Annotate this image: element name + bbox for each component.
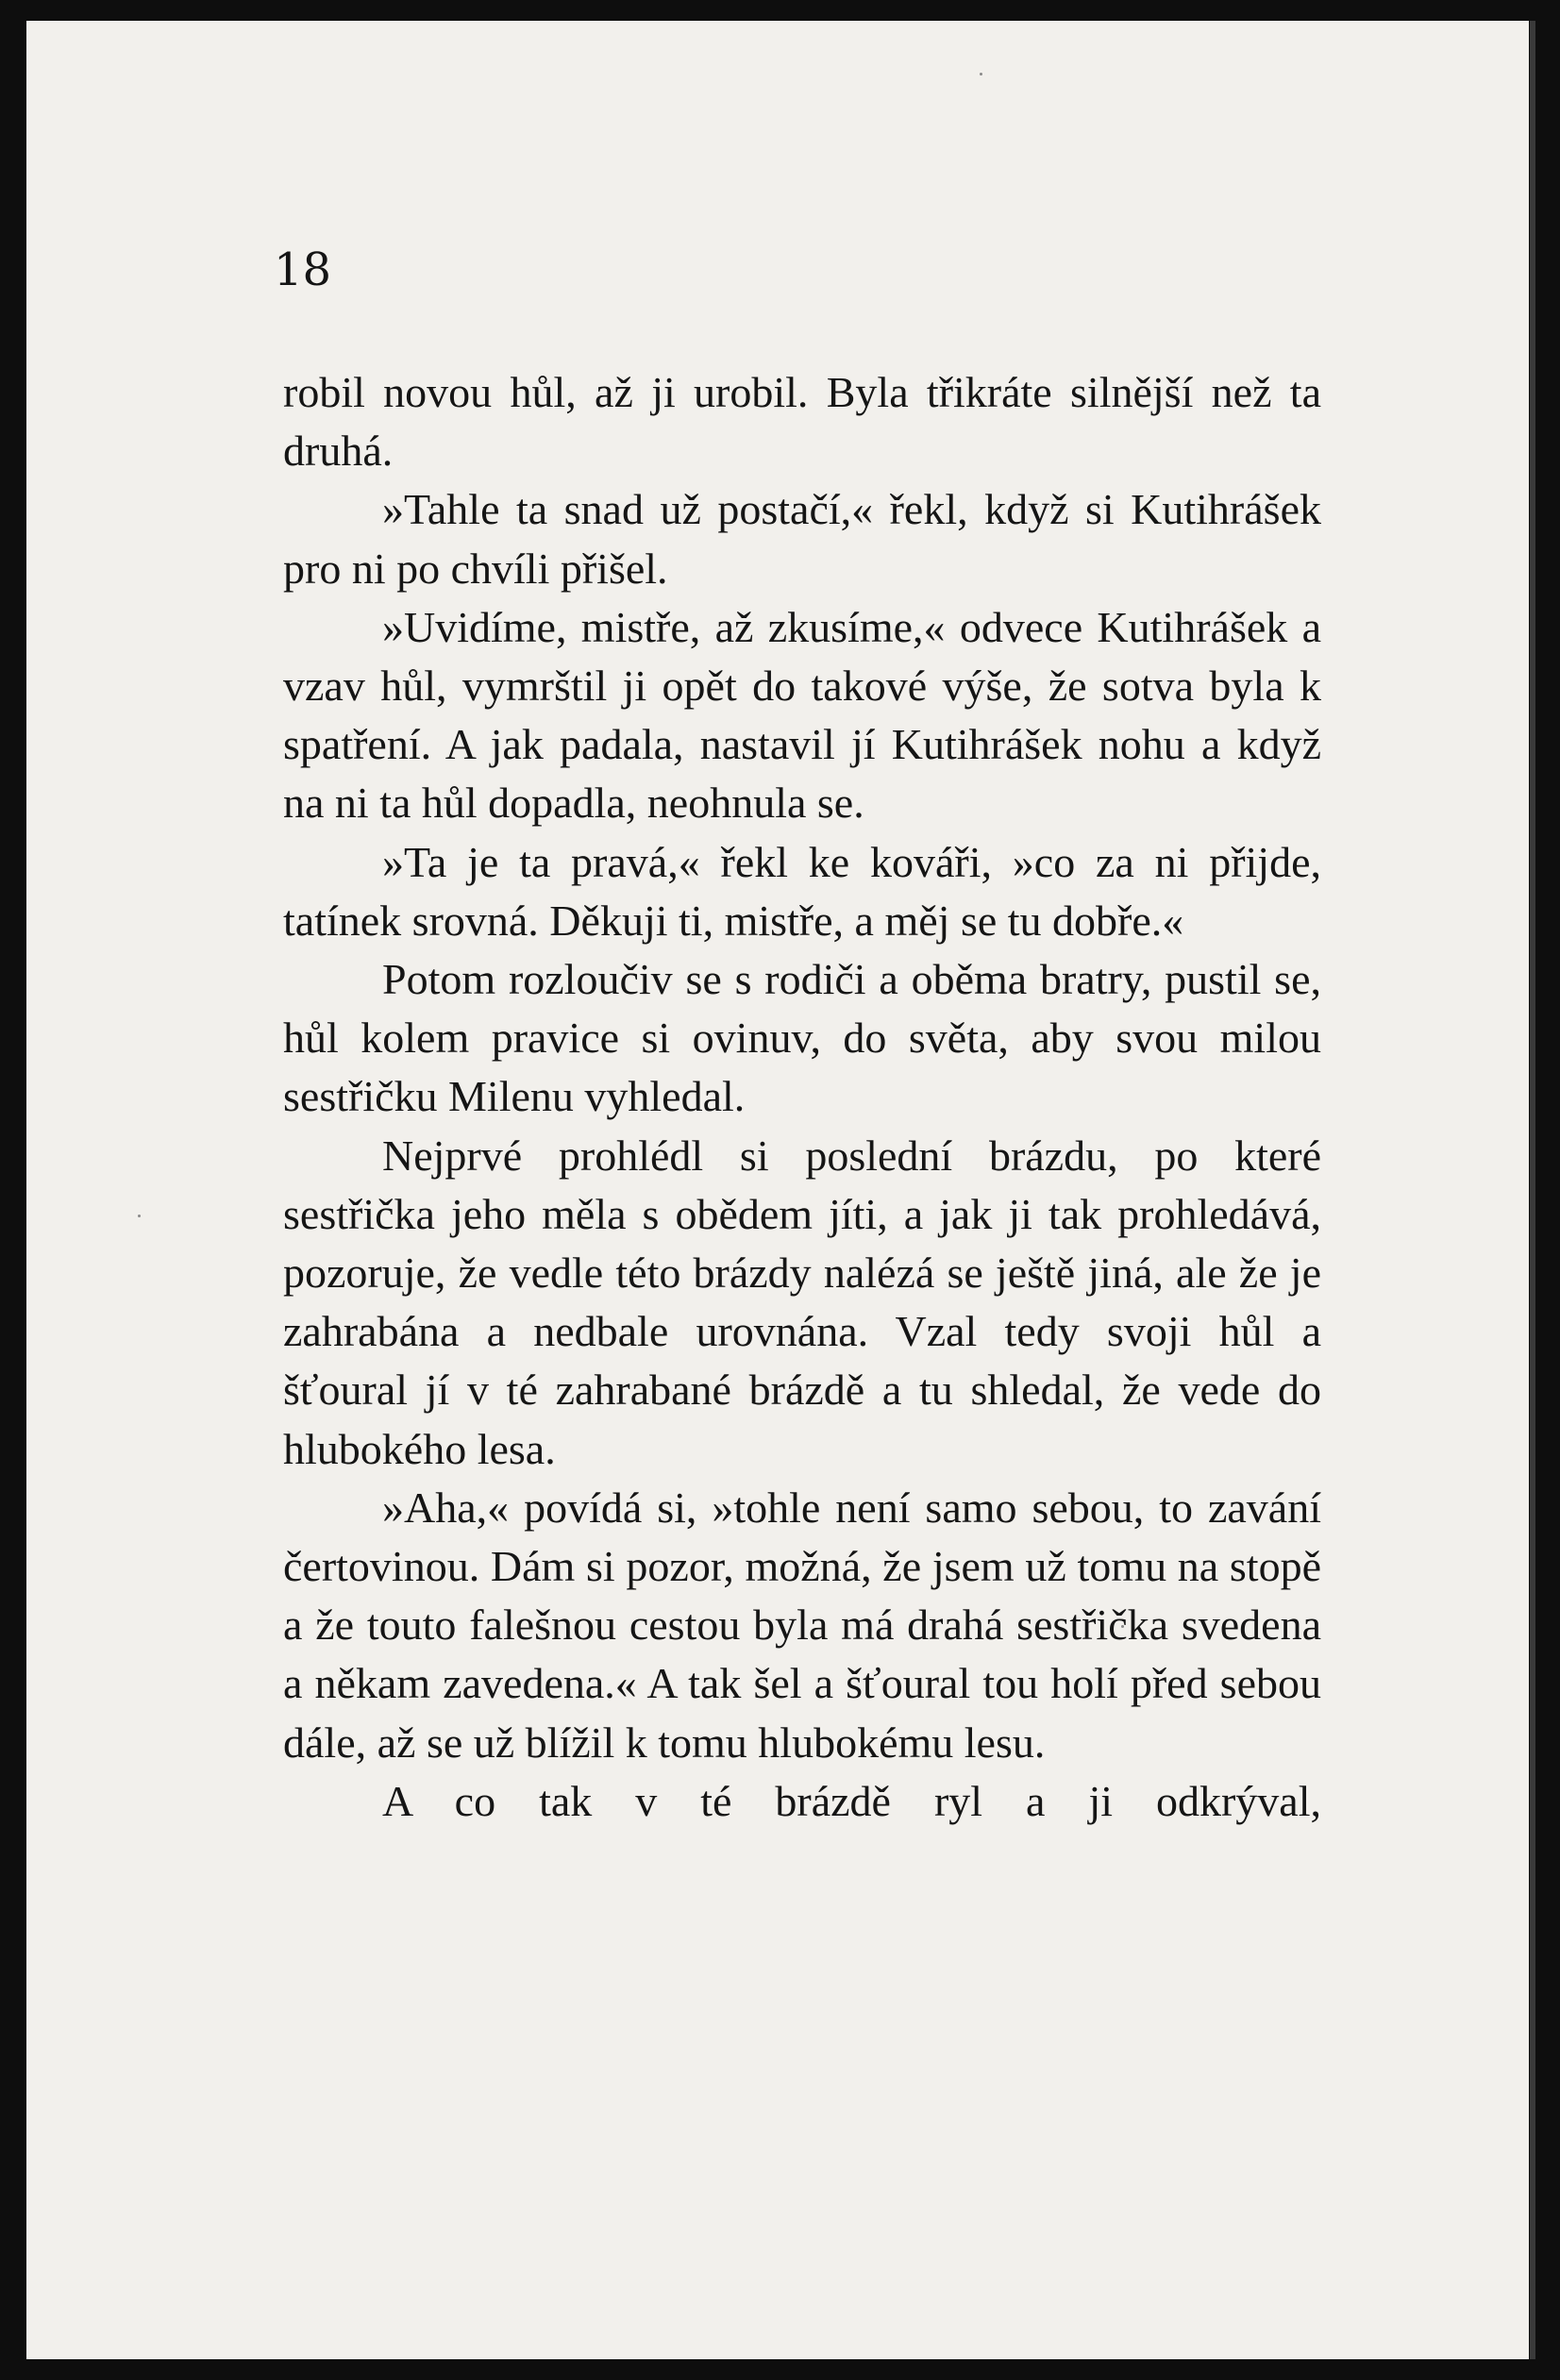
paragraph-1: robil novou hůl, až ji urobil. Byla třikráte silnější než ta druhá. bbox=[283, 368, 1321, 476]
paper-speck bbox=[980, 73, 982, 75]
paragraph-8: A co tak v té brázdě ryl a ji odkrýval, bbox=[382, 1776, 1321, 1825]
paper-speck bbox=[138, 1215, 141, 1217]
paragraph-7: »Aha,« povídá si, »tohle není samo sebou, to zavání čertovinou. Dám si pozor, možná, že jsem už tomu na stopě a že touto falešnou cestou byla má drahá sestřička svedena a někam zavedena.« A tak šel a šťoural tou holí před sebou dále, až se už blížil k tomu hlubokému lesu. bbox=[283, 1483, 1321, 1767]
page-edge-shadow bbox=[1530, 21, 1535, 2359]
paragraph-4: »Ta je ta pravá,« řekl ke kováři, »co za ni přijde, tatínek srovná. Děkuji ti, mistře, a měj se tu dobře.« bbox=[283, 837, 1321, 945]
paragraph-5: Potom rozloučiv se s rodiči a oběma bratry, pustil se, hůl kolem pravice si ovinuv, do světa, aby svou milou sestřičku Milenu vyhledal. bbox=[283, 955, 1321, 1121]
paragraph-3: »Uvidíme, mistře, až zkusíme,« odvece Kutihrášek a vzav hůl, vymrštil ji opět do takové výše, že sotva byla k spatření. A jak padala, nastavil jí Kutihrášek nohu a když na ni ta hůl dopadla, neohnula se. bbox=[283, 602, 1321, 828]
paragraph-2: »Tahle ta snad už postačí,« řekl, když si Kutihrášek pro ni po chvíli přišel. bbox=[283, 485, 1321, 593]
body-text bbox=[283, 363, 1321, 1831]
paragraph-6: Nejprvé prohlédl si poslední brázdu, po které sestřička jeho měla s obědem jíti, a jak ji tak prohledává, pozoruje, že vedle této brázdy nalézá se ještě jiná, ale že je zahrabána a nedbale urovnána. Vzal tedy svoji hůl a šťoural jí v té zahrabané brázdě a tu shledal, že vede do hlubokého lesa. bbox=[283, 1131, 1321, 1473]
page-number: 18 bbox=[274, 243, 332, 296]
